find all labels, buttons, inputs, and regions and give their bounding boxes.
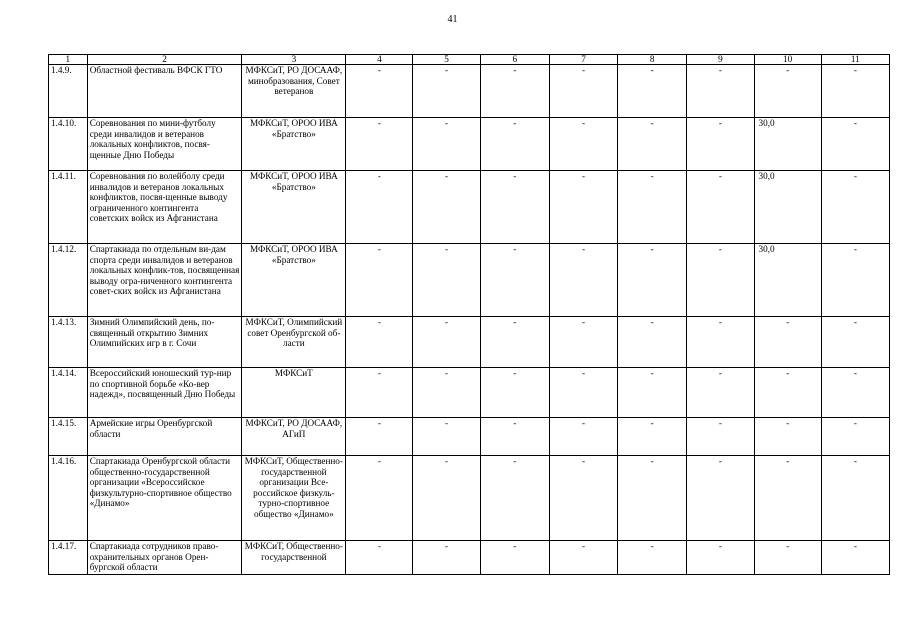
executor: МФКСиТ, Общественно-государственной организации Все-российское физкуль-турно-спортивное общество «Динамо»: [242, 456, 346, 541]
value-cell: -: [549, 456, 617, 541]
value-cell: -: [549, 65, 617, 118]
value-cell: -: [480, 541, 549, 575]
value-cell: -: [754, 541, 821, 575]
page-number: 41: [447, 14, 458, 25]
event-name: Зимний Олимпийский день, по-священный открытию Зимних Олимпийских игр в г. Сочи: [87, 317, 242, 368]
column-header: 7: [549, 55, 617, 65]
value-cell: -: [821, 244, 889, 317]
value-cell: -: [480, 368, 549, 418]
value-cell: -: [687, 171, 754, 244]
value-cell: -: [549, 317, 617, 368]
value-cell: -: [549, 418, 617, 456]
value-cell: -: [618, 368, 687, 418]
table-row: [49, 418, 890, 456]
executor: МФКСиТ, ОРОО ИВА «Братство»: [242, 118, 346, 171]
value-cell: -: [413, 171, 480, 244]
value-cell: -: [687, 244, 754, 317]
table-row: [49, 541, 890, 575]
event-name: Спартакиада сотрудников право-охранительных органов Орен-бургской области: [87, 541, 242, 575]
column-header: 4: [346, 55, 413, 65]
value-cell: -: [346, 541, 413, 575]
executor: МФКСиТ, РО ДОСААФ, АГиП: [242, 418, 346, 456]
value-cell: -: [821, 317, 889, 368]
executor: МФКСиТ, ОРОО ИВА «Братство»: [242, 171, 346, 244]
value-cell: -: [346, 317, 413, 368]
executor: МФКСиТ, Олимпийский совет Оренбургской об-ласти: [242, 317, 346, 368]
value-cell: -: [618, 65, 687, 118]
event-name: Соревнования по волейболу среди инвалидов и ветеранов локальных конфликтов, посвя-щенные выводу ограниченного контингента советских войск из Афганистана: [87, 171, 242, 244]
value-cell: -: [549, 244, 617, 317]
value-cell: -: [480, 65, 549, 118]
row-number: 1.4.12.: [49, 244, 88, 317]
executor: МФКСиТ: [242, 368, 346, 418]
value-cell: 30,0: [754, 118, 821, 171]
table-row: [49, 456, 890, 541]
column-header: 6: [480, 55, 549, 65]
value-cell: -: [413, 317, 480, 368]
column-header: 5: [413, 55, 480, 65]
executor: МФКСиТ, РО ДОСААФ, минобразования, Совет ветеранов: [242, 65, 346, 118]
value-cell: -: [754, 418, 821, 456]
table-row: [49, 244, 890, 317]
value-cell: -: [480, 456, 549, 541]
value-cell: -: [821, 118, 889, 171]
value-cell: -: [413, 541, 480, 575]
row-number: 1.4.17.: [49, 541, 88, 575]
row-number: 1.4.14.: [49, 368, 88, 418]
program-table: [48, 54, 890, 575]
value-cell: -: [346, 368, 413, 418]
value-cell: -: [549, 541, 617, 575]
column-header: 9: [687, 55, 754, 65]
value-cell: -: [346, 171, 413, 244]
value-cell: -: [618, 418, 687, 456]
column-header: 3: [242, 55, 346, 65]
value-cell: -: [346, 65, 413, 118]
value-cell: -: [618, 171, 687, 244]
event-name: Армейские игры Оренбургской области: [87, 418, 242, 456]
value-cell: -: [549, 118, 617, 171]
value-cell: -: [549, 171, 617, 244]
value-cell: -: [413, 456, 480, 541]
row-number: 1.4.11.: [49, 171, 88, 244]
value-cell: -: [754, 368, 821, 418]
value-cell: -: [821, 456, 889, 541]
value-cell: -: [687, 418, 754, 456]
row-number: 1.4.13.: [49, 317, 88, 368]
column-header: 11: [821, 55, 889, 65]
value-cell: -: [687, 118, 754, 171]
value-cell: -: [480, 418, 549, 456]
value-cell: 30,0: [754, 244, 821, 317]
value-cell: -: [618, 244, 687, 317]
value-cell: -: [687, 317, 754, 368]
value-cell: -: [821, 368, 889, 418]
value-cell: -: [549, 368, 617, 418]
event-name: Областной фестиваль ВФСК ГТО: [87, 65, 242, 118]
executor: МФКСиТ, Общественно-государственной: [242, 541, 346, 575]
value-cell: -: [346, 118, 413, 171]
value-cell: -: [480, 317, 549, 368]
value-cell: -: [821, 418, 889, 456]
value-cell: -: [618, 317, 687, 368]
value-cell: -: [754, 317, 821, 368]
value-cell: -: [687, 541, 754, 575]
row-number: 1.4.16.: [49, 456, 88, 541]
value-cell: -: [618, 118, 687, 171]
value-cell: -: [754, 456, 821, 541]
value-cell: -: [346, 456, 413, 541]
executor: МФКСиТ, ОРОО ИВА «Братство»: [242, 244, 346, 317]
event-name: Соревнования по мини-футболу среди инвалидов и ветеранов локальных конфликтов, посвя-щенные Дню Победы: [87, 118, 242, 171]
value-cell: -: [413, 244, 480, 317]
value-cell: -: [754, 65, 821, 118]
value-cell: -: [413, 418, 480, 456]
header-row: [49, 55, 890, 65]
table-row: [49, 368, 890, 418]
value-cell: 30,0: [754, 171, 821, 244]
value-cell: -: [413, 368, 480, 418]
value-cell: -: [480, 118, 549, 171]
table-row: [49, 171, 890, 244]
row-number: 1.4.10.: [49, 118, 88, 171]
value-cell: -: [480, 244, 549, 317]
table-row: [49, 118, 890, 171]
column-header: 1: [49, 55, 88, 65]
value-cell: -: [821, 541, 889, 575]
table-row: [49, 65, 890, 118]
column-header: 10: [754, 55, 821, 65]
row-number: 1.4.15.: [49, 418, 88, 456]
value-cell: -: [346, 244, 413, 317]
value-cell: -: [687, 456, 754, 541]
value-cell: -: [346, 418, 413, 456]
value-cell: -: [821, 171, 889, 244]
event-name: Всероссийский юношеский тур-нир по спортивной борьбе «Ко-вер надежд», посвященный Дню Победы: [87, 368, 242, 418]
value-cell: -: [618, 541, 687, 575]
value-cell: -: [480, 171, 549, 244]
value-cell: -: [687, 65, 754, 118]
column-header: 8: [618, 55, 687, 65]
value-cell: -: [413, 118, 480, 171]
value-cell: -: [413, 65, 480, 118]
row-number: 1.4.9.: [49, 65, 88, 118]
table-row: [49, 317, 890, 368]
event-name: Спартакиада Оренбургской области общественно-государственной организации «Всероссийское физкультурно-спортивное общество «Динамо»: [87, 456, 242, 541]
value-cell: -: [687, 368, 754, 418]
value-cell: -: [618, 456, 687, 541]
column-header: 2: [87, 55, 242, 65]
event-name: Спартакиада по отдельным ви-дам спорта среди инвалидов и ветеранов локальных конфлик-тов, посвященная выводу огра-ниченного контингента совет-ских войск из Афганистана: [87, 244, 242, 317]
value-cell: -: [821, 65, 889, 118]
